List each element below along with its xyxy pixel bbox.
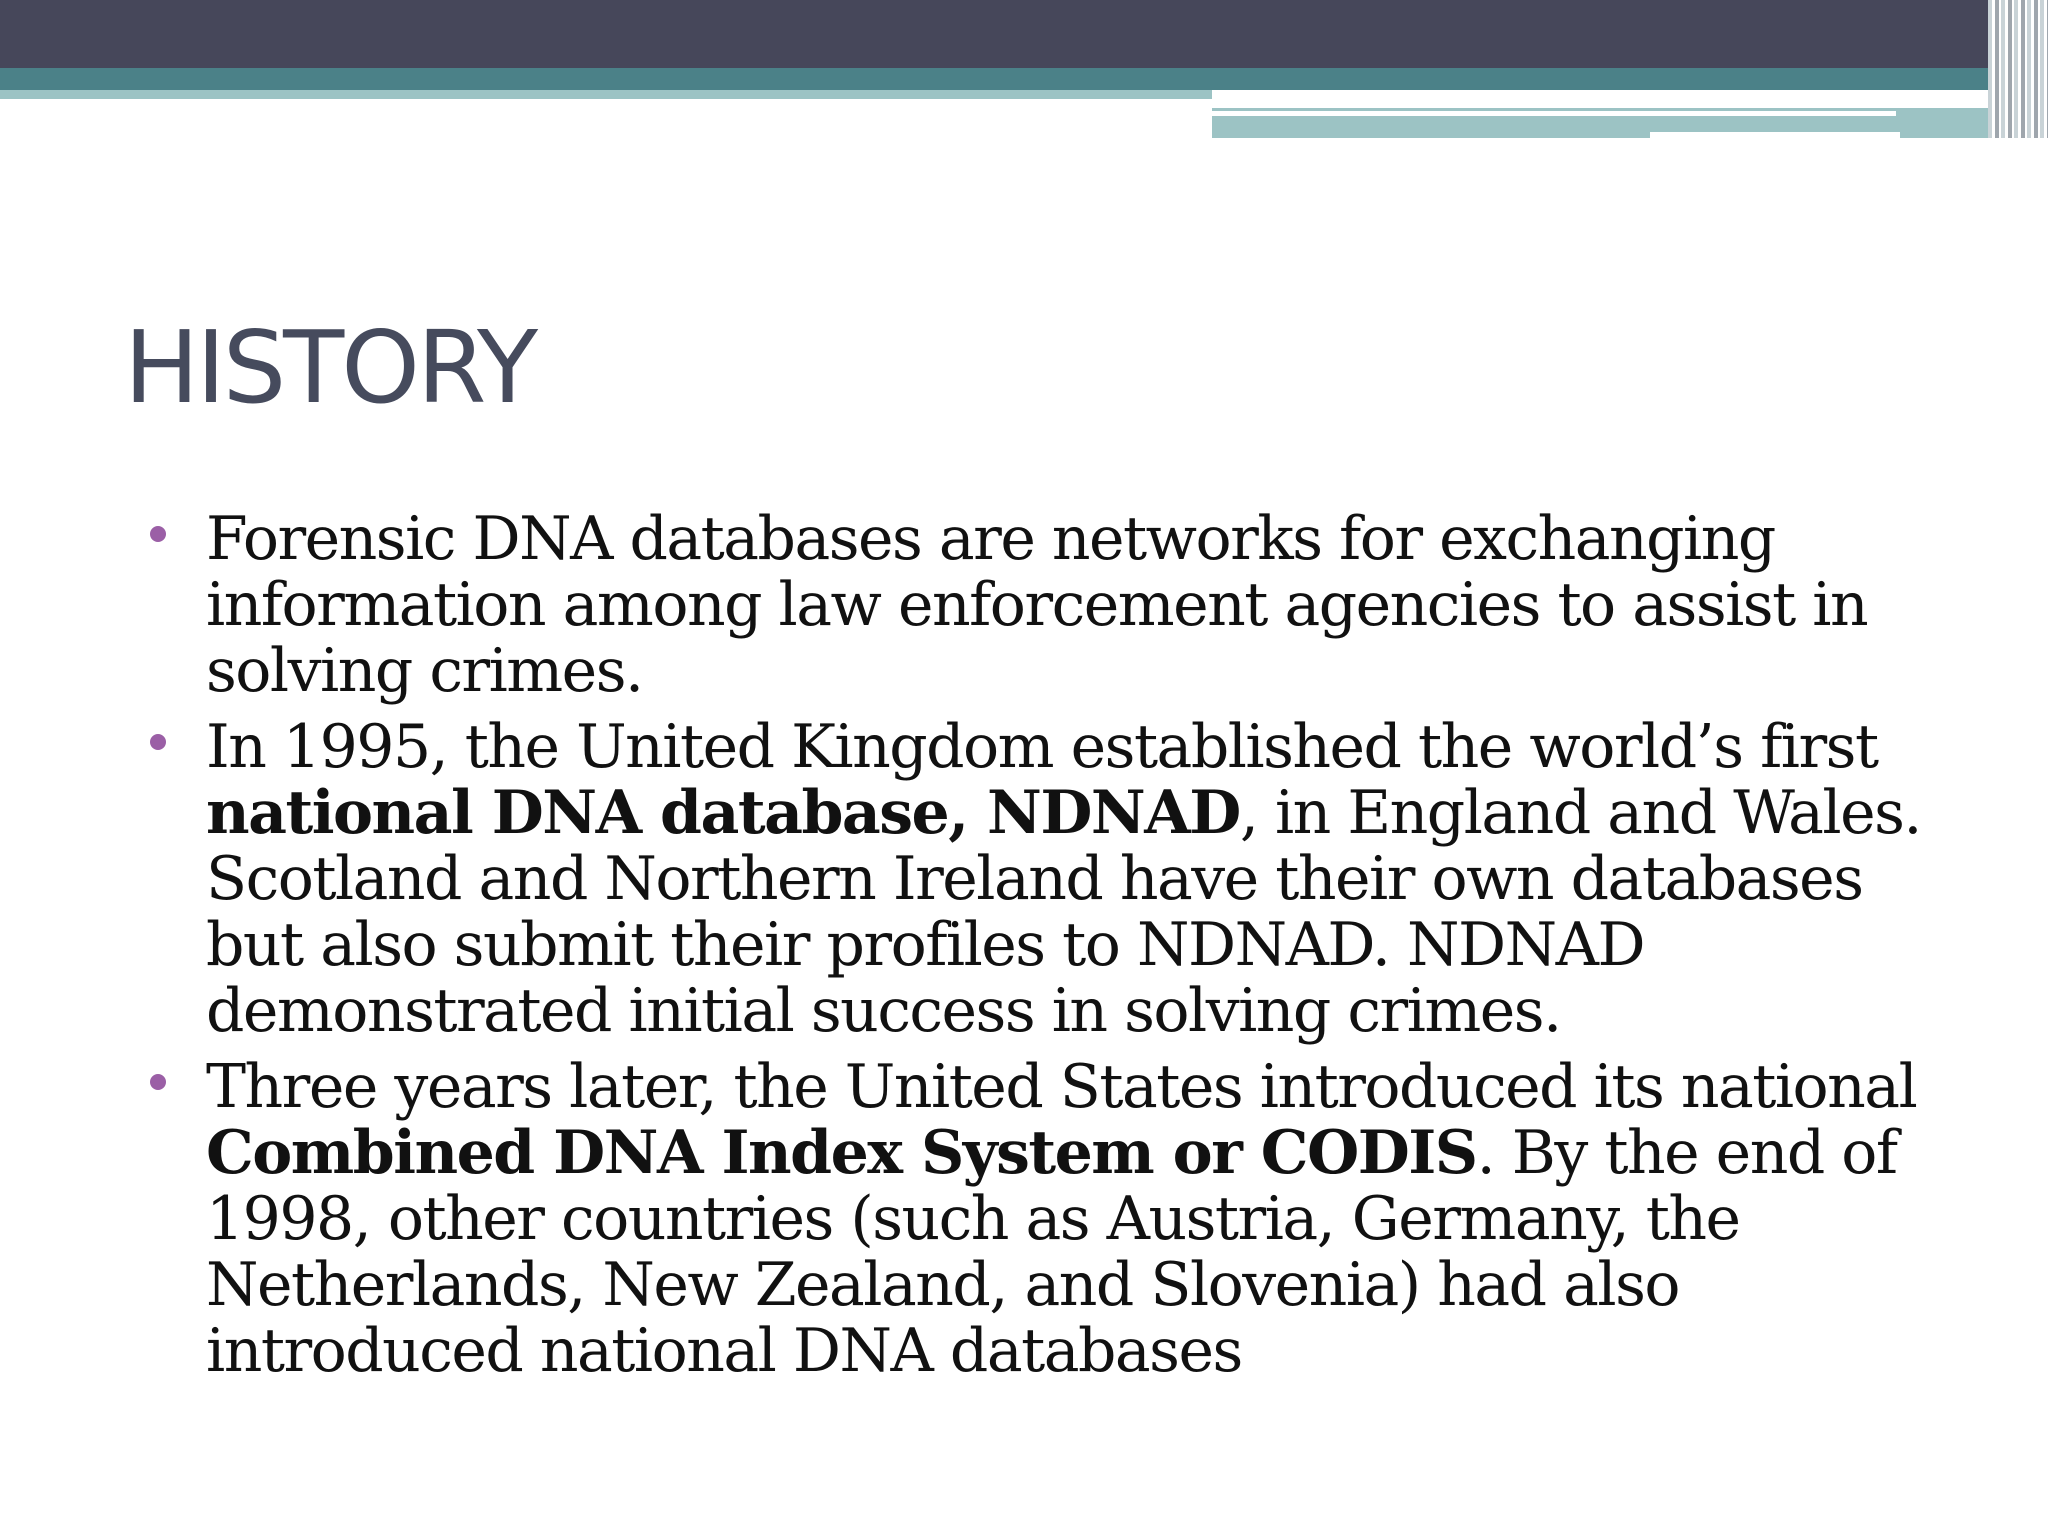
bullet-text: . By the end of 1998, other countries (such as Austria, Germany, the Netherlands, New Zealand, and Slovenia) had also introduced national DNA databases <box>206 1118 1897 1386</box>
bullet-text: , in England and Wales. Scotland and Northern Ireland have their own databases but also submit their profiles to NDNAD. NDNAD demonstrated initial success in solving crimes. <box>206 778 1921 1046</box>
header-accent-line <box>1212 111 1896 116</box>
header-edge-stripes <box>1988 0 2048 138</box>
bullet-item <box>150 506 1950 704</box>
bullet-dot-icon <box>150 734 166 750</box>
bullet-text: In 1995, the United Kingdom established the world’s first <box>206 712 1878 782</box>
slide-title: HISTORY <box>124 309 536 426</box>
bullet-text: Forensic DNA databases are networks for exchanging information among law enforcement agencies to assist in solving crimes. <box>206 504 1868 706</box>
header-band-teal <box>0 68 2048 90</box>
bullet-bold-text: national DNA database, NDNAD <box>206 778 1240 848</box>
header-accent-line-short <box>1650 132 1900 138</box>
bullet-item <box>150 1054 1950 1384</box>
header-band-light-left <box>0 90 1212 99</box>
bullet-text: Three years later, the United States introduced its national <box>206 1052 1917 1122</box>
bullet-dot-icon <box>150 526 166 542</box>
bullet-item <box>150 714 1950 1044</box>
bullet-dot-icon <box>150 1074 166 1090</box>
bullet-list <box>150 506 1950 1394</box>
bullet-bold-text: Combined DNA Index System or CODIS <box>206 1118 1477 1188</box>
header-band-dark <box>0 0 2048 68</box>
